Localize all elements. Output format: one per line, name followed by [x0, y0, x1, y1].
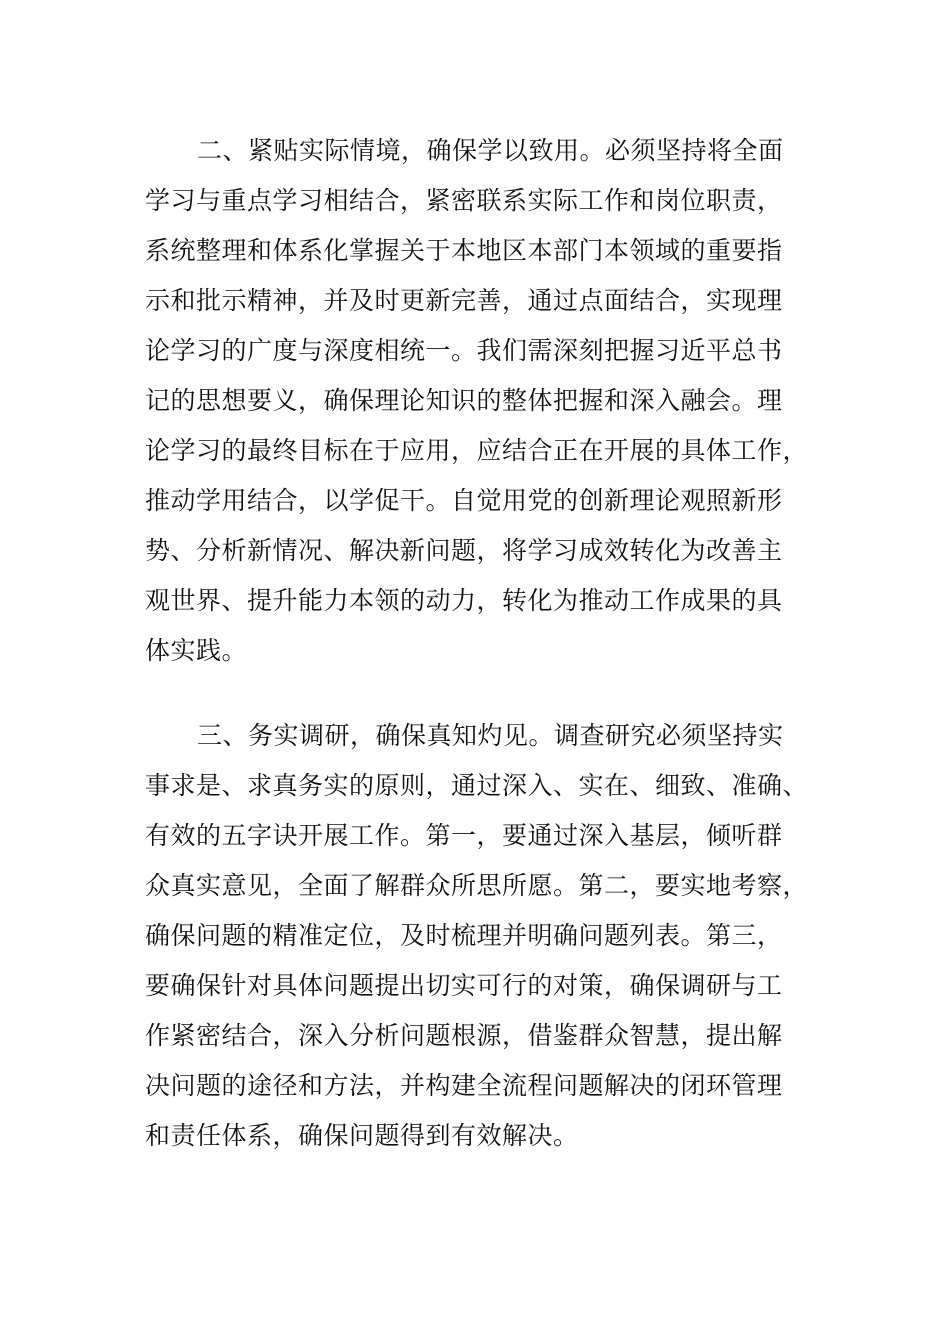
- paragraph-line: 记的思想要义，确保理论知识的整体把握和深入融会。理: [145, 386, 783, 415]
- paragraph-line: 三、务实调研，确保真知灼见。调查研究必须坚持实: [197, 721, 784, 750]
- paragraph-line: 要确保针对具体问题提出切实可行的对策，确保调研与工: [145, 971, 783, 1000]
- paragraph-line: 观世界、提升能力本领的动力，转化为推动工作成果的具: [145, 586, 783, 615]
- paragraph-line: 势、分析新情况、解决新问题，将学习成效转化为改善主: [145, 536, 783, 565]
- paragraph-line: 二、紧贴实际情境，确保学以致用。必须坚持将全面: [197, 136, 784, 165]
- paragraph-2: [145, 126, 815, 676]
- paragraph-line: 推动学用结合，以学促干。自觉用党的创新理论观照新形: [145, 486, 783, 515]
- paragraph-3: [145, 711, 815, 1161]
- paragraph-line: 体实践。: [145, 636, 248, 665]
- paragraph-line: 众真实意见，全面了解群众所思所愿。第二，要实地考察，: [145, 871, 809, 900]
- paragraph-line: 论学习的最终目标在于应用，应结合正在开展的具体工作，: [145, 436, 809, 465]
- paragraph-line: 决问题的途径和方法，并构建全流程问题解决的闭环管理: [145, 1071, 783, 1100]
- paragraph-line: 有效的五字诀开展工作。第一，要通过深入基层，倾听群: [145, 821, 783, 850]
- paragraph-line: 和责任体系，确保问题得到有效解决。: [145, 1121, 579, 1150]
- paragraph-line: 系统整理和体系化掌握关于本地区本部门本领域的重要指: [145, 236, 783, 265]
- paragraph-spacer: [145, 676, 815, 711]
- paragraph-line: 示和批示精神，并及时更新完善，通过点面结合，实现理: [145, 286, 783, 315]
- document-body: [145, 126, 815, 1161]
- paragraph-line: 学习与重点学习相结合，紧密联系实际工作和岗位职责，: [145, 186, 783, 215]
- paragraph-line: 论学习的广度与深度相统一。我们需深刻把握习近平总书: [145, 336, 783, 365]
- paragraph-line: 确保问题的精准定位，及时梳理并明确问题列表。第三，: [145, 921, 783, 950]
- paragraph-line: 作紧密结合，深入分析问题根源，借鉴群众智慧，提出解: [145, 1021, 783, 1050]
- paragraph-line: 事求是、求真务实的原则，通过深入、实在、细致、准确、: [145, 771, 809, 800]
